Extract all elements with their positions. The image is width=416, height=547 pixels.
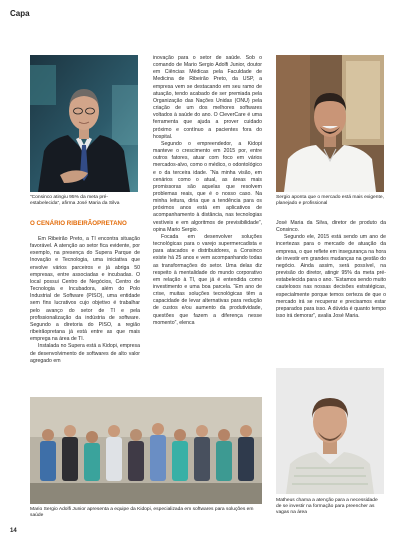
paragraph: Segundo ele, 2015 está sendo um ano de incertezas para o mercado de atuação da empresa, o que reflete em insegurança na hora de investir em grandes mudanças na gestão do negócio. Ainda assim, será possível, na previsão do diretor, atingir 95% da meta pré-estabelecida para o ano. “Estamos sendo muito cautelosos nas nossas decisões estratégicas, especialmente porque temos certeza de que o mercado irá se recuperar e precisamos estar preparados para isso. A dúvida é quanto tempo isso irá demorar”, avalia José Maria. [276, 234, 386, 320]
section-label: Capa [10, 9, 30, 18]
article-column-3 [276, 220, 386, 320]
article-column-1 [30, 236, 140, 365]
photo-sergio [276, 55, 384, 192]
photo2-caption: Sergio aponta que o mercado está mais exigente, planejado e profissional [276, 195, 384, 206]
paragraph: Em Ribeirão Preto, a TI encontra situação favorável. A atenção ao setor fica evidente, por exemplo, na presença do Supera Parque de Inovação e Tecnologia, uma iniciativa que envolve vários parceiros e já abriga 50 empresas, entre associadas e incubadas. O local possui Centro de Negócios, Centro de Tecnologia e Incubadora, além do Polo Industrial de Software (PISO), uma entidade sem fins lucrativos cujo objetivo é trabalhar pelo avanço do setor de TI e pela profissionalização da indústria de software. Segundo a diretoria do PISO, a região ribeirãopretana já está entre as que mais emprega na área de TI. [30, 236, 140, 343]
paragraph: Focada em desenvolver soluções tecnológicas para o varejo supermercadista e para atacados e distribuidores, a Consinco existe há 25 anos e vem acompanhando todas as transformações do setor. Uma delas diz respeito à mentalidade do mundo corporativo em relação à TI, que já é entendida como investimento e uma boa parcela. “Em ano de crise, muitas soluções tecnológicas têm a capacidade de levar alternativas para redução de custos e/ou aumento da produtividade, questões que fazem a diferença nesse momento”, elenca [153, 233, 262, 326]
article-heading: O CENÁRIO RIBEIRÃOPRETANO [30, 220, 127, 227]
photo-matheus [276, 368, 384, 494]
paragraph: Segundo o empreendedor, a Kidopi manteve o crescimento em 2015 por, entre outros fatores, atuar com foco em vários mercados-alvo, como o médico, o odontológico e o da terceira idade. “Na minha visão, em cenários como o atual, as áreas mais promissoras são aquelas que resolvem problemas reais, que é o nosso caso. Na minha leitura, diria que a tendência para os próximos anos está em aplicativos de acompanhamento à distância, nas tecnologias vestíveis e em algoritmos de previsibilidade”, opina Mario Sergio. [153, 140, 262, 233]
paragraph: inovação para o setor de saúde. Sob o comando de Mario Sergio Adolfi Junior, doutor em Ciências Médicas pela Faculdade de Medicina de Ribeirão Preto, da USP, a empresa vem se destacando em seu ramo de atuação, tendo acabado de ser premiada pela Organização das Nações Unidas (ONU) pela criação de um dos melhores softwares voltados à saúde do ano. O CleverCare é uma ferramenta que ajuda a prover cuidado próximo e contínuo a pacientes fora do hospital. [153, 55, 262, 140]
photo-kidopi-team [30, 397, 262, 504]
page-number: 14 [10, 528, 17, 534]
photo1-caption: “Consinco atingiu 95% da meta pré-estabelecida”, afirma José Maria da Silva [30, 195, 120, 206]
photo3-caption: Mario Sergio Adolfi Junior apresenta a equipe da Kidopi, especializada em softwares para soluções em saúde [30, 507, 254, 518]
photo-jose-maria [30, 55, 138, 192]
article-column-2 [153, 55, 262, 327]
paragraph: José Maria da Silva, diretor de produto da Consinco. [276, 220, 386, 234]
photo4-caption: Matheus chama a atenção para a necessidade de se investir na formação para preencher as vagas na área [276, 498, 378, 515]
paragraph: Instalada no Supera está a Kidopi, empresa de desenvolvimento de softwares de alto valor agregado em [30, 343, 140, 364]
